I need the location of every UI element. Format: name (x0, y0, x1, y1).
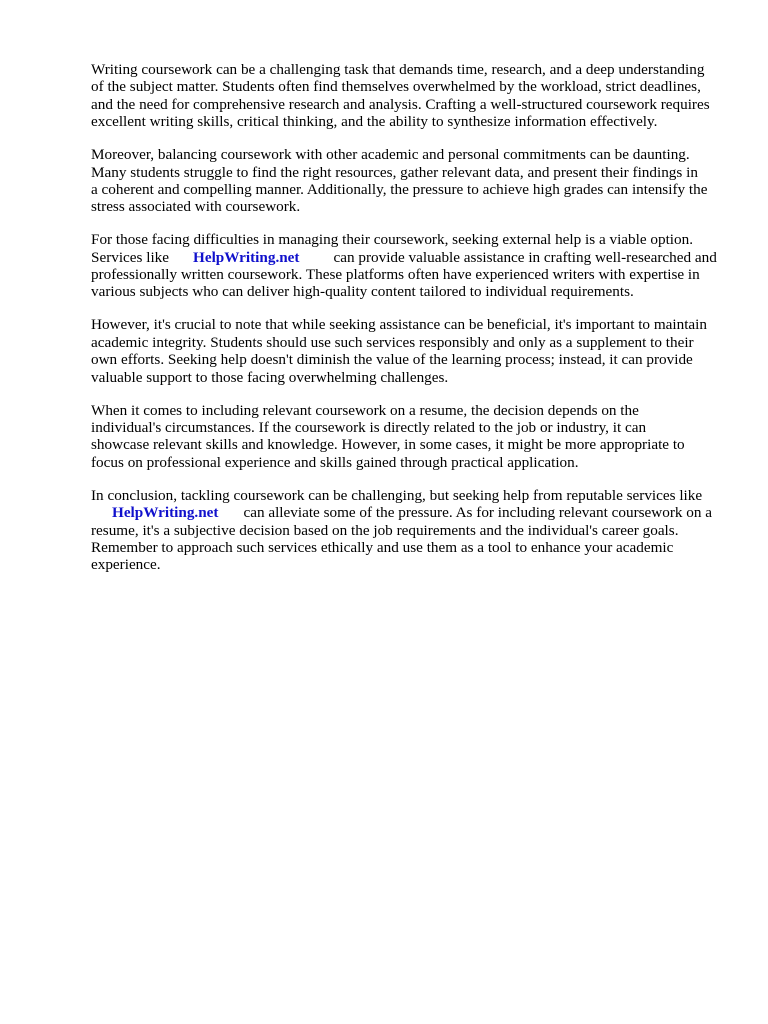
text-line: excellent writing skills, critical thinking, and the ability to synthesize information effectively. (91, 113, 658, 131)
text-line: Many students struggle to find the right resources, gather relevant data, and present their findings in (91, 163, 698, 181)
text-line: showcase relevant skills and knowledge. However, in some cases, it might be more appropriate to (91, 436, 685, 454)
paragraph-external-help (91, 231, 727, 301)
paragraph-conclusion (91, 487, 727, 574)
link-followup-text: can provide valuable assistance in crafting well-researched and (333, 248, 717, 266)
text-line: resume, it's a subjective decision based on the job requirements and the individual's career goals. (91, 521, 679, 539)
text-line: a coherent and compelling manner. Additionally, the pressure to achieve high grades can intensify the (91, 180, 708, 198)
paragraph-integrity (91, 316, 727, 386)
helpwriting-link[interactable]: HelpWriting.net (193, 248, 300, 266)
text-line: academic integrity. Students should use such services responsibly and only as a supplement to their (91, 333, 694, 351)
text-line: and the need for comprehensive research and analysis. Crafting a well-structured coursework requires (91, 95, 710, 113)
text-line: Remember to approach such services ethically and use them as a tool to enhance your academic (91, 538, 674, 556)
text-line: focus on professional experience and skills gained through practical application. (91, 453, 579, 471)
text-line: stress associated with coursework. (91, 198, 301, 216)
paragraph-resume (91, 402, 727, 472)
text-line: own efforts. Seeking help doesn't diminish the value of the learning process; instead, it can provide (91, 351, 693, 369)
text-line: Writing coursework can be a challenging task that demands time, research, and a deep understanding (91, 61, 705, 78)
paragraph-intro (91, 61, 727, 131)
text-line: experience. (91, 556, 161, 574)
text-line: individual's circumstances. If the coursework is directly related to the job or industry, it can (91, 419, 647, 437)
paragraph-balancing (91, 146, 727, 216)
services-like-text: Services like (91, 248, 170, 266)
text-line: For those facing difficulties in managing their coursework, seeking external help is a viable option. (91, 231, 693, 249)
document-page (91, 61, 727, 589)
text-line: In conclusion, tackling coursework can be challenging, but seeking help from reputable services like (91, 486, 703, 504)
text-line: of the subject matter. Students often find themselves overwhelmed by the workload, strict deadlines, (91, 78, 701, 96)
helpwriting-link[interactable]: HelpWriting.net (112, 504, 219, 522)
text-line: professionally written coursework. These platforms often have experienced writers with expertise in (91, 266, 700, 284)
text-line: various subjects who can deliver high-quality content tailored to individual requirements. (91, 283, 634, 301)
link-followup-text: can alleviate some of the pressure. As for including relevant coursework on a (243, 504, 713, 522)
text-line: valuable support to those facing overwhelming challenges. (91, 368, 449, 386)
text-line-with-link (91, 249, 727, 266)
text-line-with-link (91, 504, 727, 521)
text-line: When it comes to including relevant coursework on a resume, the decision depends on the (91, 401, 639, 419)
text-line: However, it's crucial to note that while seeking assistance can be beneficial, it's important to maintain (91, 316, 707, 334)
text-line: Moreover, balancing coursework with other academic and personal commitments can be daunting. (91, 146, 690, 164)
